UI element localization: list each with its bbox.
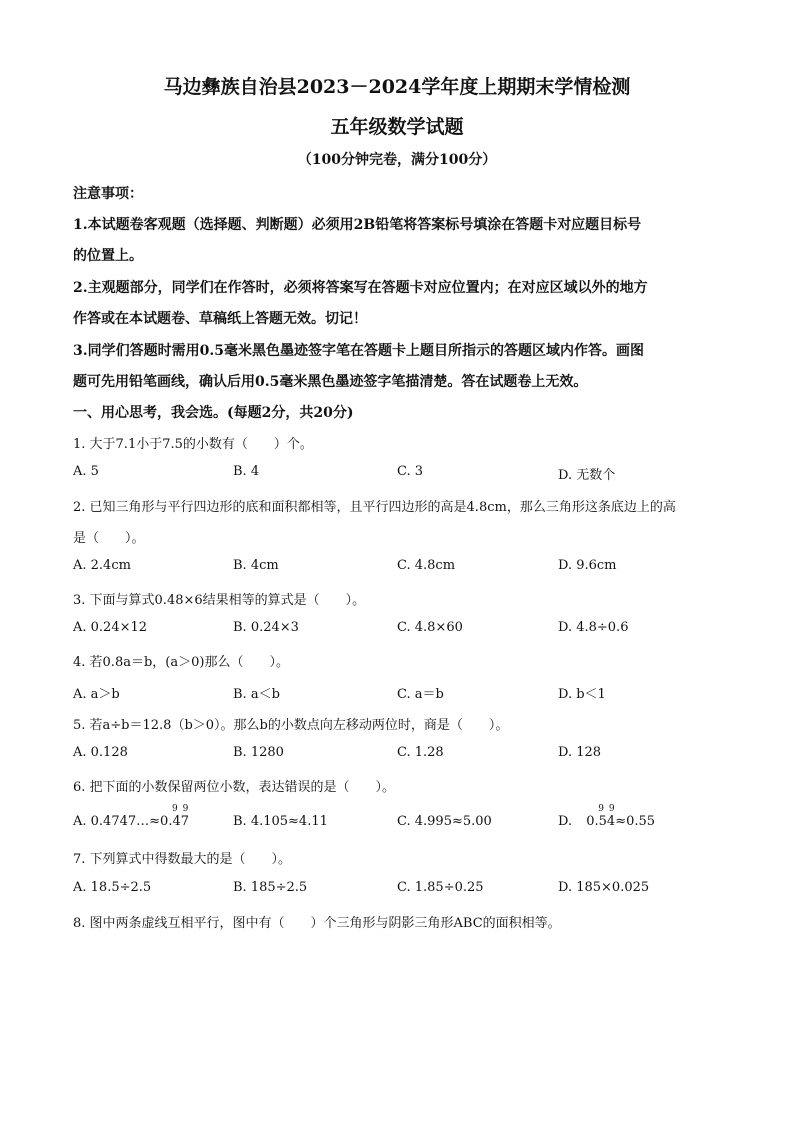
repeating-decimal-d	[586, 804, 616, 829]
exam-time-note: （100分钟完卷，满分100分）	[297, 152, 497, 168]
question-3-stem: 3. 下面与算式0.48×6结果相等的算式是（ ）。	[73, 593, 366, 608]
question-3-option-a: A. 0.24×12	[73, 620, 148, 635]
question-7-stem: 7. 下列算式中得数最大的是（ ）。	[73, 852, 292, 867]
notice-item-2-line-2: 作答或在本试题卷、草稿纸上答题无效。切记！	[73, 311, 367, 327]
question-2-option-b: B. 4cm	[233, 558, 279, 573]
question-2-option-a: A. 2.4cm	[73, 558, 131, 573]
repeating-decimal-a-value: 0.47	[160, 814, 189, 829]
question-1-option-d: D. 无数个	[558, 468, 616, 483]
question-5-stem: 5. 若a÷b＝12.8（b＞0）。那么b的小数点向左移动两位时，商是（ ）。	[73, 718, 509, 733]
question-5-option-c: C. 1.28	[397, 745, 444, 760]
question-7-option-d: D. 185×0.025	[558, 880, 650, 895]
question-4-option-a: A. a＞b	[73, 687, 120, 702]
section-1-heading: 一、用心思考，我会选。(每题2分，共20分)	[73, 405, 354, 421]
question-6-stem: 6. 把下面的小数保留两位小数，表达错误的是（ ）。	[73, 780, 396, 795]
question-2-stem-line-1: 2. 已知三角形与平行四边形的底和面积都相等，且平行四边形的高是4.8cm，那么三角形这条底边上的高	[73, 500, 676, 515]
exam-title: 马边彝族自治县2023－2024学年度上期期末学情检测	[163, 76, 631, 98]
question-6-option-b: B. 4.105≈4.11	[233, 814, 328, 829]
repeating-decimal-a	[160, 804, 190, 829]
question-6-option-d-suffix: ≈0.55	[615, 814, 656, 829]
question-1-stem: 1. 大于7.1小于7.5的小数有（ ）个。	[73, 437, 313, 452]
question-5-option-a: A. 0.128	[73, 745, 128, 760]
recurring-dots: 9 9	[172, 804, 190, 814]
notice-item-3-line-1: 3.同学们答题时需用0.5毫米黑色墨迹签字笔在答题卡上题目所指示的答题区域内作答。画图	[73, 343, 644, 359]
exam-subtitle: 五年级数学试题	[330, 116, 464, 138]
question-1-option-b: B. 4	[233, 464, 260, 479]
question-5-option-b: B. 1280	[233, 745, 284, 760]
notice-item-1-line-2: 的位置上。	[73, 248, 143, 264]
notice-heading: 注意事项：	[73, 186, 143, 202]
question-6-option-c: C. 4.995≈5.00	[397, 814, 492, 829]
question-1-option-a: A. 5	[73, 464, 99, 479]
repeating-decimal-d-value: 0.54	[586, 814, 616, 829]
question-5-option-d: D. 128	[558, 745, 602, 760]
question-7-option-c: C. 1.85÷0.25	[397, 880, 484, 895]
question-3-option-c: C. 4.8×60	[397, 620, 463, 635]
question-1-option-c: C. 3	[397, 464, 424, 479]
question-7-option-a: A. 18.5÷2.5	[73, 880, 152, 895]
question-6-option-a	[73, 804, 190, 829]
question-8-stem: 8. 图中两条虚线互相平行，图中有（ ）个三角形与阴影三角形ABC的面积相等。	[73, 916, 561, 931]
question-3-option-b: B. 0.24×3	[233, 620, 299, 635]
notice-item-2-line-1: 2.主观题部分，同学们在作答时，必须将答案写在答题卡对应位置内；在对应区域以外的地方	[73, 280, 648, 296]
notice-item-1-line-1: 1.本试题卷客观题（选择题、判断题）必须用2B铅笔将答案标号填涂在答题卡对应题目标号	[73, 217, 642, 233]
question-2-option-d: D. 9.6cm	[558, 558, 617, 573]
question-3-option-d: D. 4.8÷0.6	[558, 620, 629, 635]
question-6-option-d	[558, 804, 656, 829]
question-7-option-b: B. 185÷2.5	[233, 880, 308, 895]
question-4-option-d: D. b＜1	[558, 687, 606, 702]
question-6-option-d-prefix: D.	[558, 814, 573, 829]
question-2-option-c: C. 4.8cm	[397, 558, 456, 573]
question-4-option-c: C. a＝b	[397, 687, 444, 702]
question-2-stem-line-2: 是（ ）。	[73, 531, 145, 546]
question-4-option-b: B. a＜b	[233, 687, 280, 702]
notice-item-3-line-2: 题可先用铅笔画线，确认后用0.5毫米黑色墨迹签字笔描清楚。答在试题卷上无效。	[73, 374, 588, 390]
question-6-option-a-prefix: A. 0.4747…≈	[73, 814, 161, 829]
question-4-stem: 4. 若0.8a＝b，(a＞0)那么（ ）。	[73, 655, 289, 670]
recurring-dots-d: 9 9	[598, 804, 616, 814]
